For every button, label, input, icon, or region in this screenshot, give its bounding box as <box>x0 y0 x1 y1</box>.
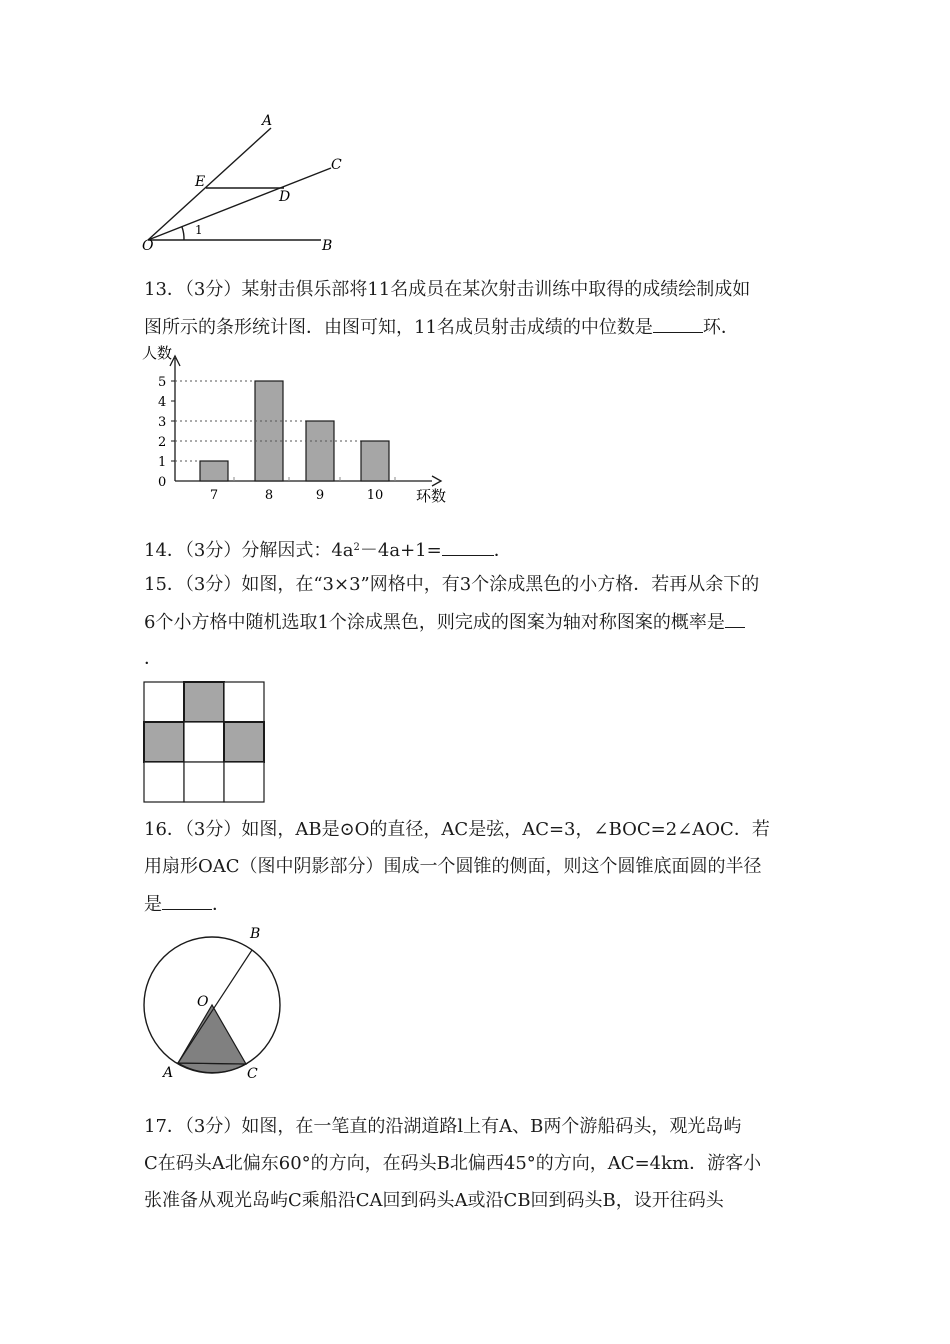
grid-cell-shaded <box>184 682 224 722</box>
q15-line2-text: 6个小方格中随机选取1个涂成黑色，则完成的图案为轴对称图案的概率是 <box>144 612 725 633</box>
x-tick-label: 9 <box>315 488 325 503</box>
y-tick-label: 0 <box>158 475 167 490</box>
q16-line3-text: 是 <box>144 894 162 915</box>
bar <box>306 421 334 481</box>
q17-line3: 张准备从观光岛屿C乘船沿CA回到码头A或沿CB回到码头B，设开往码头 <box>144 1190 724 1211</box>
q16-line3-tail: ． <box>212 894 230 915</box>
label-D: D <box>279 189 291 205</box>
x-tick-label: 10 <box>366 488 384 503</box>
q16-line1: 16．（3分）如图，AB是⊙O的直径，AC是弦，AC=3，∠BOC=2∠AOC．若 <box>144 819 770 840</box>
bar-chart <box>138 340 468 510</box>
q14-mid: －4a+1= <box>359 540 442 561</box>
q14-tail: ． <box>493 540 512 561</box>
grid-cell <box>224 762 264 802</box>
label-angle-1: 1 <box>195 223 203 237</box>
y-tick-label: 1 <box>158 455 167 470</box>
ray-OA <box>148 128 271 240</box>
grid-3x3 <box>143 681 265 803</box>
label-O: O <box>142 238 154 254</box>
y-tick-label: 4 <box>158 395 167 410</box>
x-axis-label: 环数 <box>416 487 447 505</box>
label-B: B <box>322 238 333 254</box>
label-E: E <box>195 174 206 190</box>
x-tick-label: 7 <box>209 488 219 503</box>
y-tick-label: 5 <box>158 375 167 390</box>
label-C: C <box>331 157 342 173</box>
bar <box>255 381 283 481</box>
grid-cell <box>144 682 184 722</box>
circle-figure <box>138 922 288 1084</box>
q16-line2: 用扇形OAC（图中阴影部分）围成一个圆锥的侧面，则这个圆锥底面圆的半径 <box>144 856 762 877</box>
label-A: A <box>262 113 273 129</box>
grid-cell-shaded <box>224 722 264 762</box>
bar <box>361 441 389 481</box>
angle-1-arc <box>182 227 184 240</box>
grid-cell <box>224 682 264 722</box>
q13-line1: 13．（3分）某射击俱乐部将11名成员在某次射击训练中取得的成绩绘制成如 <box>144 279 751 300</box>
q17-line1: 17．（3分）如图，在一笔直的沿湖道路l上有A、B两个游船码头，观光岛屿 <box>144 1116 742 1137</box>
q14-answer-blank[interactable] <box>442 537 494 556</box>
q15-line1: 15．（3分）如图，在“3×3”网格中，有3个涂成黑色的小方格．若再从余下的 <box>144 574 760 595</box>
q17-line2: C在码头A北偏东60°的方向，在码头B北偏西45°的方向，AC=4km．游客小 <box>144 1153 762 1174</box>
x-axis-arrow <box>432 476 441 486</box>
y-tick-label: 3 <box>158 415 167 430</box>
q13-answer-blank[interactable] <box>653 314 703 333</box>
grid-cell <box>144 762 184 802</box>
q14-exponent: 2 <box>353 542 360 553</box>
q13-line2-text: 图所示的条形统计图．由图可知，11名成员射击成绩的中位数是 <box>144 317 653 338</box>
label-B: B <box>250 926 261 942</box>
y-axis-label: 人数 <box>142 344 173 362</box>
x-tick-label: 8 <box>264 488 274 503</box>
q15-line3: ． <box>144 648 162 669</box>
q14-line <box>144 535 512 564</box>
angle-figure <box>138 108 348 256</box>
q16-line3 <box>144 891 230 918</box>
q13-line2 <box>144 314 739 341</box>
shaded-triangle-OAC <box>178 1005 246 1064</box>
grid-cell-shaded <box>144 722 184 762</box>
grid-cell <box>184 762 224 802</box>
q16-answer-blank[interactable] <box>162 891 212 910</box>
label-C: C <box>247 1066 258 1082</box>
label-A: A <box>163 1065 174 1081</box>
y-tick-label: 2 <box>158 435 167 450</box>
q13-line2-tail: 环． <box>702 317 739 338</box>
grid-cell <box>184 722 224 762</box>
q14-prefix: 14．（3分）分解因式：4a <box>144 540 354 561</box>
label-O: O <box>197 994 209 1010</box>
q15-answer-blank[interactable] <box>725 609 745 628</box>
ray-OC <box>148 168 331 240</box>
q15-line2 <box>144 609 745 636</box>
bar <box>200 461 228 481</box>
